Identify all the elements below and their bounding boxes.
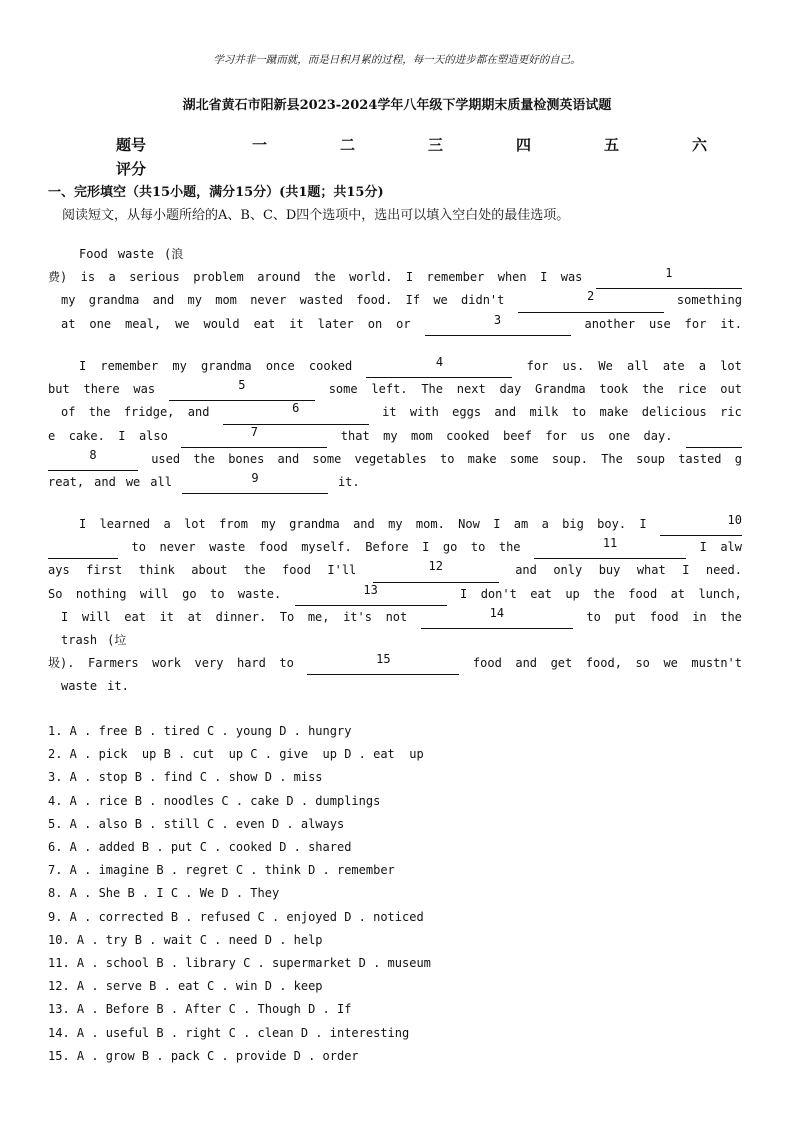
word: my <box>388 517 403 531</box>
word: it's <box>343 609 372 624</box>
word: and <box>152 293 175 308</box>
word: buy <box>598 563 621 578</box>
word: all <box>627 359 649 373</box>
score-label-question: 题号 <box>116 136 147 154</box>
word: of <box>61 405 76 420</box>
p3-line-7 <box>48 652 742 675</box>
word: a <box>698 359 707 373</box>
blank-3[interactable]: 3 <box>425 313 571 336</box>
blank-8-lead <box>686 425 742 448</box>
option-row-3[interactable]: 3. A . stop B . find C . show D . miss <box>48 770 323 785</box>
word: for <box>684 316 707 331</box>
word: (浪 <box>164 247 184 261</box>
word: day. <box>643 428 673 443</box>
word: with <box>409 405 439 420</box>
score-col-2: 二 <box>340 136 356 154</box>
word: ate <box>662 359 685 373</box>
word: to <box>571 405 587 420</box>
word: some <box>312 451 342 466</box>
word: So <box>48 586 63 601</box>
option-row-10[interactable]: 10. A . try B . wait C . need D . help <box>48 932 323 947</box>
p3-line-5 <box>48 606 742 629</box>
word: e <box>48 428 56 443</box>
word: I <box>61 609 69 624</box>
word: food <box>649 609 679 624</box>
p1-line-4 <box>48 313 742 336</box>
word: the <box>313 270 336 285</box>
word: we <box>663 656 678 671</box>
word: food, <box>585 656 622 671</box>
word: would <box>203 316 240 331</box>
word: for <box>526 359 549 373</box>
word: big <box>562 517 584 531</box>
word: eat <box>530 586 552 601</box>
blank-8[interactable]: 8 <box>48 448 138 471</box>
word: first <box>86 563 123 578</box>
option-row-7[interactable]: 7. A . imagine B . regret C . think D . remember <box>48 863 395 878</box>
option-row-14[interactable]: 14. A . useful B . right C . clean D . interesting <box>48 1025 410 1040</box>
word: took <box>599 382 629 397</box>
p1-line-3 <box>48 289 742 312</box>
word: fridge, <box>123 405 175 420</box>
p3-line-8 <box>48 675 742 698</box>
word: I <box>79 359 87 373</box>
blank-14[interactable]: 14 <box>421 606 573 629</box>
word: the <box>498 540 521 555</box>
word: I <box>639 517 647 531</box>
word: I <box>682 563 690 578</box>
word: day <box>499 382 522 397</box>
score-col-1: 一 <box>252 136 268 154</box>
word: I <box>118 428 126 443</box>
word: will <box>139 586 169 601</box>
p2-line-6 <box>48 471 742 494</box>
word: the <box>593 586 615 601</box>
word: my <box>172 359 187 373</box>
word: it. <box>337 475 360 490</box>
word: once <box>265 359 295 373</box>
word: my <box>383 428 398 443</box>
word: never <box>159 540 196 555</box>
word: g <box>734 451 742 466</box>
p3-line-6 <box>48 629 742 652</box>
word: I <box>405 270 414 285</box>
p3-line-2 <box>48 536 742 559</box>
word: waste <box>209 540 246 555</box>
word: one <box>608 428 631 443</box>
word: us. <box>562 359 585 373</box>
word: I <box>699 540 707 555</box>
word: bones <box>228 451 265 466</box>
word: at <box>187 609 203 624</box>
word: lot <box>720 359 742 373</box>
option-row-2[interactable]: 2. A . pick up B . cut up C . give up D . eat up <box>48 747 424 762</box>
answer-options <box>48 720 431 1068</box>
section-heading: 一、完形填空（共15小题，满分15分）(共1题；共15分) <box>48 185 384 200</box>
word: We <box>598 359 613 373</box>
word: it <box>159 609 175 624</box>
word: think <box>138 563 175 578</box>
word: mom. <box>415 517 445 531</box>
word: about <box>191 563 228 578</box>
option-row-11[interactable]: 11. A . school B . library C . supermarket D . museum <box>48 956 431 971</box>
word: something <box>676 293 742 308</box>
word: later <box>317 316 354 331</box>
p1-line-2 <box>48 266 742 289</box>
score-col-4: 四 <box>516 136 532 154</box>
p1-line-1 <box>48 243 742 266</box>
word: we <box>175 316 190 331</box>
passage-paragraph-1 <box>48 243 742 336</box>
word: the <box>642 382 664 397</box>
blank-1[interactable]: 1 <box>596 266 742 289</box>
option-row-9[interactable]: 9. A . corrected B . refused C . enjoyed D . noticed <box>48 909 424 924</box>
word: go <box>182 586 197 601</box>
word: in <box>692 609 707 624</box>
word: next <box>456 382 486 397</box>
word: to <box>210 586 225 601</box>
word: very <box>194 656 224 671</box>
word: the <box>88 405 111 420</box>
word: waste. <box>237 586 282 601</box>
word: around <box>257 270 301 285</box>
word: and <box>353 517 375 531</box>
option-row-8[interactable]: 8. A . She B . I C . We D . They <box>48 886 280 901</box>
blank-10[interactable]: 10 <box>660 513 742 536</box>
word: To <box>279 609 295 624</box>
word: ric <box>720 405 742 420</box>
option-row-15[interactable]: 15. A . grow B . pack C . provide D . order <box>48 1048 359 1063</box>
word: wasted <box>299 293 343 308</box>
word: grandma <box>289 517 340 531</box>
word: food <box>258 540 288 555</box>
word: beef <box>502 428 532 443</box>
word: ays <box>48 563 70 578</box>
word: to <box>470 540 486 555</box>
score-col-6: 六 <box>692 136 708 154</box>
word: so <box>635 656 650 671</box>
word: for <box>545 428 568 443</box>
word: is <box>80 270 96 285</box>
option-row-4[interactable]: 4. A . rice B . noodles C . cake D . dumplings <box>48 793 381 808</box>
word: learned <box>99 517 151 531</box>
word: and <box>187 405 210 420</box>
option-row-13[interactable]: 13. A . Before B . After C . Though D . If <box>48 1002 352 1017</box>
word: will <box>81 609 111 624</box>
p3-line-4 <box>48 583 742 606</box>
word: my <box>61 293 76 308</box>
word: (垃 <box>107 633 127 648</box>
p2-line-5 <box>48 448 742 471</box>
word: make <box>599 405 629 420</box>
word: it <box>382 405 397 420</box>
word: cake. <box>68 428 105 443</box>
word: use <box>649 316 671 331</box>
word: I <box>79 517 87 531</box>
word: but <box>48 382 70 397</box>
word: we <box>125 475 141 490</box>
word: lot <box>184 517 206 531</box>
p2-line-2 <box>48 378 742 401</box>
word: when <box>497 270 527 285</box>
word: hard <box>236 656 266 671</box>
word: was <box>560 270 583 285</box>
word: out <box>720 382 742 397</box>
word: it. <box>107 679 129 694</box>
blank-2[interactable]: 2 <box>518 289 664 312</box>
word: only <box>553 563 583 578</box>
word: I <box>460 586 468 601</box>
word: also <box>138 428 168 443</box>
word: the <box>193 451 215 466</box>
word: left. <box>371 382 408 397</box>
word: waste <box>117 247 155 261</box>
word: Food <box>79 247 108 261</box>
word: problem <box>193 270 244 285</box>
word: some <box>328 382 358 397</box>
word: milk <box>529 405 559 420</box>
p2-line-4 <box>48 425 742 448</box>
word: 圾). <box>48 656 75 671</box>
word: me, <box>307 609 330 624</box>
word: I <box>422 540 430 555</box>
word: food <box>628 586 658 601</box>
word: The <box>421 382 443 397</box>
word: a <box>108 270 116 285</box>
word: a <box>163 517 171 531</box>
word: cooked <box>446 428 490 443</box>
word: cooked <box>308 359 353 373</box>
word: trash <box>61 633 98 648</box>
word: or <box>396 316 411 331</box>
word: not <box>385 609 408 624</box>
word: Before <box>365 540 409 555</box>
word: we <box>433 293 448 308</box>
passage-paragraph-3 <box>48 513 742 699</box>
word: food. <box>356 293 393 308</box>
word: world. <box>349 270 393 285</box>
p2-line-1 <box>48 355 742 378</box>
word: serious <box>129 270 180 285</box>
word: my <box>261 517 276 531</box>
page-title: 湖北省黄石市阳新县2023-2024学年八年级下学期期末质量检测英语试题 <box>182 98 612 113</box>
word: vegetables <box>354 451 427 466</box>
score-col-3: 三 <box>428 136 444 154</box>
blank-11[interactable]: 11 <box>534 536 686 559</box>
word: waste <box>61 679 98 694</box>
word: nothing <box>75 586 127 601</box>
word: and <box>515 563 537 578</box>
word: The <box>601 451 623 466</box>
word: from <box>219 517 249 531</box>
p2-line-3 <box>48 401 742 424</box>
word: another <box>584 316 636 331</box>
word: never <box>250 293 287 308</box>
blank-5[interactable]: 5 <box>169 378 315 401</box>
word: grandma <box>88 293 140 308</box>
word: my <box>187 293 202 308</box>
word: us <box>580 428 595 443</box>
word: put <box>614 609 637 624</box>
word: and <box>494 405 517 420</box>
p3-line-3 <box>48 559 742 582</box>
option-row-12[interactable]: 12. A . serve B . eat C . win D . keep <box>48 979 323 994</box>
word: and <box>277 451 300 466</box>
word: need. <box>705 563 742 578</box>
word: to <box>586 609 601 624</box>
word: Now <box>458 517 480 531</box>
word: rice <box>677 382 707 397</box>
word: mom <box>215 293 237 308</box>
passage-paragraph-2 <box>48 355 742 494</box>
word: a <box>541 517 549 531</box>
word: reat, <box>48 475 85 490</box>
header-motto: 学习并非一蹴而就，而是日积月累的过程，每一天的进步都在塑造更好的自己。 <box>213 54 581 66</box>
blank-12[interactable]: 12 <box>373 559 499 582</box>
word: up <box>565 586 580 601</box>
word: dinner. <box>215 609 267 624</box>
word: tasted <box>678 451 722 466</box>
word: food <box>472 656 502 671</box>
blank-10-tail <box>48 536 118 559</box>
word: at <box>670 586 686 601</box>
score-table-header <box>0 134 794 154</box>
word: the <box>720 609 742 624</box>
word: what <box>636 563 666 578</box>
word: to <box>131 540 146 555</box>
word: work <box>152 656 181 671</box>
score-col-5: 五 <box>604 136 620 154</box>
blank-9[interactable]: 9 <box>182 471 328 494</box>
word: go <box>442 540 458 555</box>
word: at <box>61 316 76 331</box>
word: I <box>540 270 548 285</box>
word: some <box>509 451 539 466</box>
word: that <box>340 428 370 443</box>
word: myself. <box>301 540 352 555</box>
word: all <box>150 475 172 490</box>
word: 费) <box>48 270 68 285</box>
word: lunch, <box>698 586 742 601</box>
option-row-6[interactable]: 6. A . added B . put C . cooked D . shared <box>48 840 352 855</box>
word: soup <box>636 451 665 466</box>
word: and <box>515 656 538 671</box>
word: eat <box>253 316 276 331</box>
option-row-5[interactable]: 5. A . also B . still C . even D . always <box>48 816 345 831</box>
word: didn't <box>461 293 505 308</box>
word: Grandma <box>534 382 586 397</box>
word: on <box>367 316 383 331</box>
blank-13[interactable]: 13 <box>295 583 447 606</box>
word: alw <box>720 540 742 555</box>
word: am <box>513 517 529 531</box>
word: and <box>94 475 116 490</box>
word: mom <box>411 428 433 443</box>
word: the <box>243 563 266 578</box>
p3-line-1 <box>48 513 742 536</box>
blank-7[interactable]: 7 <box>181 425 327 448</box>
word: it <box>289 316 304 331</box>
word: one <box>89 316 112 331</box>
word: was <box>133 382 156 397</box>
word: eat <box>124 609 146 624</box>
blank-6[interactable]: 6 <box>223 401 369 424</box>
word: delicious <box>641 405 707 420</box>
option-row-1[interactable]: 1. A . free B . tired C . young D . hungry <box>48 724 352 738</box>
word: it. <box>720 316 742 331</box>
word: food <box>282 563 311 578</box>
word: make <box>467 451 497 466</box>
word: grandma <box>201 359 252 373</box>
word: boy. <box>597 517 627 531</box>
word: eggs <box>452 405 482 420</box>
section-instruction: 阅读短文，从每小题所给的A、B、C、D四个选项中，选出可以填入空白处的最佳选项。 <box>62 208 570 223</box>
word: mustn't <box>691 656 742 671</box>
word: to <box>279 656 294 671</box>
score-label-score: 评分 <box>116 160 147 178</box>
word: there <box>83 382 120 397</box>
word: don't <box>480 586 517 601</box>
blank-15[interactable]: 15 <box>307 652 459 675</box>
word: soup. <box>551 451 588 466</box>
word: get <box>550 656 573 671</box>
word: If <box>405 293 421 308</box>
word: remember <box>100 359 159 373</box>
word: remember <box>426 270 485 285</box>
word: to <box>439 451 455 466</box>
word: used <box>151 451 181 466</box>
word: Farmers <box>87 656 139 671</box>
word: meal, <box>125 316 162 331</box>
blank-4[interactable]: 4 <box>366 355 512 378</box>
word: I <box>493 517 501 531</box>
word: I'll <box>327 563 357 578</box>
